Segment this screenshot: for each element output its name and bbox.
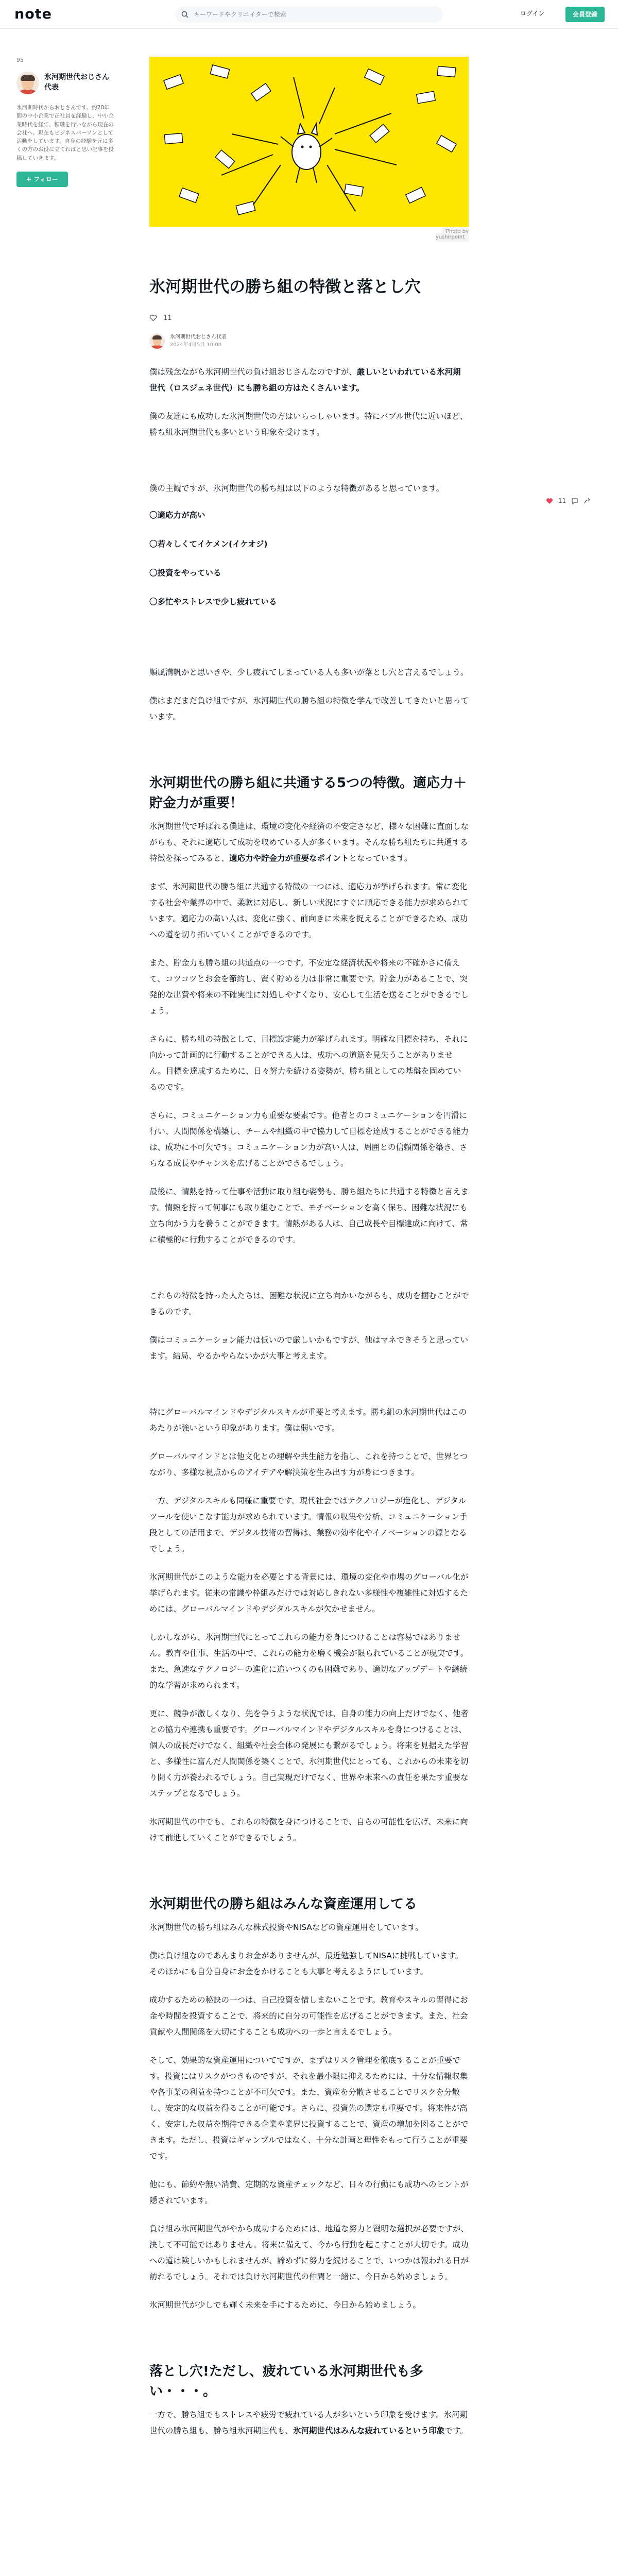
sidebar-user[interactable] (16, 72, 114, 94)
paragraph: 氷河期世代の勝ち組はみんな株式投資やNISAなどの資産運用をしています。 (149, 1922, 423, 1932)
paragraph: 一方、デジタルスキルも同様に重要です。現代社会ではテクノロジーが進化し、デジタルツールを使いこなす能力が求められています。情報の収集や分析、コミュニケーション手段としての活用まで、デジタル技術の習得は、業務の効率化やイノベーションの源となるでしょう。 (149, 1496, 468, 1553)
paragraph: 氷河期世代がこのような能力を必要とする背景には、環境の変化や市場のグローバル化が挙げられます。従来の常識や枠組みだけでは対応しきれない多様性や複雑性に対処するためには、グローバルマインドやデジタルスキルが欠かせません。 (149, 1572, 469, 1614)
paragraph: 最後に、情熱を持って仕事や活動に取り組む姿勢も、勝ち組たちに共通する特徴と言えます。情熱を持って何事にも取り組むことで、モチベーションを高く保ち、困難な状況にも立ち向かう力を養うことができます。情熱がある人は、自己成長や目標達成に向けて、常に積極的に行動することができるのです。 (149, 1187, 469, 1244)
paragraph: そして、効果的な資産運用についてですが、まずはリスク管理を徹底することが重要です。投資にはリスクがつきものですが、それを最小限に抑えるためには、十分な情報収集や各事業の利益を持つことが不可欠です。また、資産を分散させることでリスクを分散し、安定的な収益を得ることが可能です。さらに、投資先の選定も重要です。将来性が高く、安定した収益を期待できる企業や業界に投資することで、資産の増加を図ることができます。ただし、投資はギャンブルではなく、十分な計画と理性をもって行うことが重要です。 (149, 2055, 469, 2161)
list-item: 〇適応力が高い (149, 510, 205, 520)
traits-list (149, 509, 469, 607)
author-avatar[interactable] (149, 333, 165, 349)
search-icon (181, 11, 188, 18)
paragraph: さらに、コミュニケーション力も重要な要素です。他者とのコミュニケーションを円滑に行い、人間関係を構築し、チームや組織の中で協力して目標を達成することができる能力は、成功に不可欠です。コミュニケーション力が高い人は、周囲との信頼関係を築き、さらなる成長やチャンスを広げることができるでしょう。 (149, 1110, 469, 1168)
page-title: 氷河期世代の勝ち組の特徴と落とし穴 (149, 278, 421, 296)
paragraph: グローバルマインドとは他文化との理解や共生能力を指し、これを持つことで、世界とつながり、多様な視点からのアイデアや解決策を生み出す力が身につきます。 (149, 1451, 468, 1477)
paragraph: まず、氷河期世代の勝ち組に共通する特徴の一つには、適応力が挙げられます。常に変化する社会や業界の中で、柔軟に対応し、新しい状況にすぐに順応できる能力が求められています。適応力の高い人は、変化に強く、前向きに未来を捉えることができるため、成功への道を切り拓いていくことができるのです。 (149, 882, 469, 939)
list-item: 〇投資をやっている (149, 568, 221, 578)
section-heading: 落とし穴!ただし、疲れている氷河期世代も多い・・・。 (149, 2363, 423, 2399)
like-count: 11 (163, 314, 172, 322)
hero-illustration (149, 57, 469, 227)
sidebar-creator-name[interactable]: 氷河期世代おじさん代表 (44, 73, 109, 92)
paragraph: 僕の友達にも成功した氷河期世代の方はいらっしゃいます。特にバブル世代に近いほど、勝ち組氷河期世代も多いという印象を受けます。 (149, 411, 468, 437)
paragraph: 氷河期世代で呼ばれる僕達は、環境の変化や経済の不安定さなど、様々な困難に直面しながらも、それに適応して成功を収めている人が多くいます。そんな勝ち組たちに共通する特徴を探ってみると、適応力や貯金力が重要なポイントとなっています。 (149, 821, 469, 863)
author-row[interactable] (149, 333, 469, 349)
sidebar-description: 氷河期時代からおじさんです。約20年間の中小企業で正社員を経験し、中小企業時代を経て、転職を行いながら現在の会社へ。現在もビジネスパーソンとして活動をしています。自身の経験を元に多くの方のお役に立てればと思い記事を投稿していきます。 (16, 105, 114, 161)
hero-image (149, 57, 469, 227)
follow-button[interactable]: フォロー (16, 172, 68, 187)
author-name[interactable]: 氷河期世代おじさん代表 (170, 334, 227, 340)
search-box[interactable] (175, 6, 443, 23)
paragraph: しかしながら、氷河期世代にとってこれらの能力を身につけることは容易ではありません。教育や仕事、生活の中で、これらの能力を磨く機会が限られていることが現実です。また、急速なテクノロジーの進化に追いつくのも困難であり、適切なアップデートや継続的な学習が求められます。 (149, 1632, 469, 1690)
heart-outline-icon[interactable] (149, 314, 157, 321)
list-item: 〇若々しくてイケメン(イケオジ) (149, 539, 268, 549)
paragraph: 僕はコミュニケーション能力は低いので厳しいかもですが、他はマネできそうと思っています。結局、やるかやらないかが大事と考えます。 (149, 1335, 469, 1361)
article (149, 276, 469, 2439)
list-item: 〇多忙やストレスで少し疲れている (149, 597, 277, 606)
paragraph: 特にグローバルマインドやデジタルスキルが重要と考えます。勝ち組の氷河期世代はこのあたりが強いという印象があります。僕は弱いです。 (149, 1407, 467, 1433)
login-link[interactable]: ログイン (520, 10, 545, 17)
paragraph: さらに、勝ち組の特徴として、目標設定能力が挙げられます。明確な目標を持ち、それに向かって計画的に行動することができる人は、成功への道筋を見失うことがありません。目標を達成するために、日々努力を続ける姿勢が、勝ち組としての基盤を固めているのです。 (149, 1034, 468, 1092)
plus-icon (26, 177, 31, 182)
top-header (0, 0, 618, 29)
comment-icon[interactable] (571, 498, 578, 504)
paragraph: 僕はまだまだ負け組ですが、氷河期世代の勝ち組の特徴を学んで改善してきたいと思っています。 (149, 696, 469, 721)
paragraph: 僕は残念ながら氷河期世代の負け組おじさんなのですが、厳しいといわれている氷河期世代（ロスジェネ世代）にも勝ち組の方はたくさんいます。 (149, 367, 461, 393)
section-heading: 氷河期世代の勝ち組に共通する5つの特徴。適応力＋貯金力が重要！ (149, 775, 467, 811)
paragraph: また、貯金力も勝ち組の共通点の一つです。不安定な経済状況や将来の不確かさに備えて、コツコツとお金を節約し、賢く貯める力は非常に重要です。貯金力があることで、突発的な出費や将来の不確実性に対処しやすくなり、安心して生活を送ることができるでしょう。 (149, 958, 469, 1015)
paragraph: 成功するための秘訣の一つは、自己投資を惜しまないことです。教育やスキルの習得にお金や時間を投資することで、将来的に自分の可能性を広げることができます。また、社会貢献や人間関係を大切にすることも成功への一歩と言えるでしょう。 (149, 1995, 468, 2037)
floating-like-count: 11 (558, 497, 566, 504)
paragraph: 氷河期世代が少しでも輝く未来を手にするために、今日から始めましょう。 (149, 2300, 421, 2310)
sidebar-count: 95 (16, 57, 24, 63)
note-logo[interactable]: note (14, 6, 52, 22)
photo-credit[interactable]: Photo by yushirpoint (412, 229, 469, 240)
search-input[interactable] (194, 11, 420, 18)
publish-date: 2024年4月5日 10:00 (170, 342, 222, 348)
share-icon[interactable] (583, 498, 591, 504)
paragraph: 氷河期世代の中でも、これらの特徴を身につけることで、自らの可能性を広げ、未来に向けて前進していくことができるでしょう。 (149, 1817, 468, 1842)
like-row (149, 314, 469, 322)
paragraph: これらの特徴を持った人たちは、困難な状況に立ち向かいながらも、成功を掴むことができるのです。 (149, 1291, 469, 1316)
paragraph: 僕は負け組なのであんまりお金がありませんが、最近勉強してNISAに挑戦しています。そのほかにも自分自身にお金をかけることも大事と考えるようにしています。 (149, 1951, 464, 1976)
paragraph: 順風満帆かと思いきや、少し疲れてしまっている人も多いが落とし穴と言えるでしょう。 (149, 667, 469, 677)
paragraph: 僕の主観ですが、氷河期世代の勝ち組は以下のような特徴があると思っています。 (149, 483, 444, 493)
paragraph: 更に、競争が激しくなり、先を争うような状況では、自身の能力の向上だけでなく、他者との協力や連携も重要です。グローバルマインドやデジタルスキルを身につけることは、個人の成長だけでなく、組織や社会全体の発展にも繋がるでしょう。将来を見据えた学習と、多様性に富んだ人間関係を築くことで、氷河期世代にとっても、これからの未来を切り開く力が養われるでしょう。自己実現だけでなく、世界や未来への責任を果たす重要なステップとなるでしょう。 (149, 1708, 469, 1798)
signup-button[interactable]: 会員登録 (565, 7, 605, 22)
paragraph: 一方で、勝ち組でもストレスや疲労で疲れている人が多いという印象を受けます。氷河期世代の勝ち組も、勝ち組氷河期世代も、氷河期世代はみんな疲れているという印象です。 (149, 2410, 468, 2435)
paragraph: 他にも、節約や無い消費、定期的な資産チェックなど、日々の行動にも成功へのヒントが隠されています。 (149, 2179, 469, 2205)
paragraph: 負け組み氷河期世代がやから成功するためには、地道な努力と賢明な選択が必要ですが、決して不可能ではありません。将来に備えて、今から行動を起こすことが大切です。成功への道は険しいかもしれませんが、諦めずに努力を続けることで、いつかは報われる日が訪れるでしょう。それでは負け氷河期世代の仲間と一緒に、今日から始めましょう。 (149, 2224, 469, 2281)
creator-sidebar (16, 57, 114, 187)
article-body (149, 364, 469, 2439)
heart-icon[interactable] (546, 498, 553, 504)
floating-actions (546, 497, 596, 504)
section-heading: 氷河期世代の勝ち組はみんな資産運用してる (149, 1896, 418, 1912)
avatar[interactable] (16, 72, 39, 94)
